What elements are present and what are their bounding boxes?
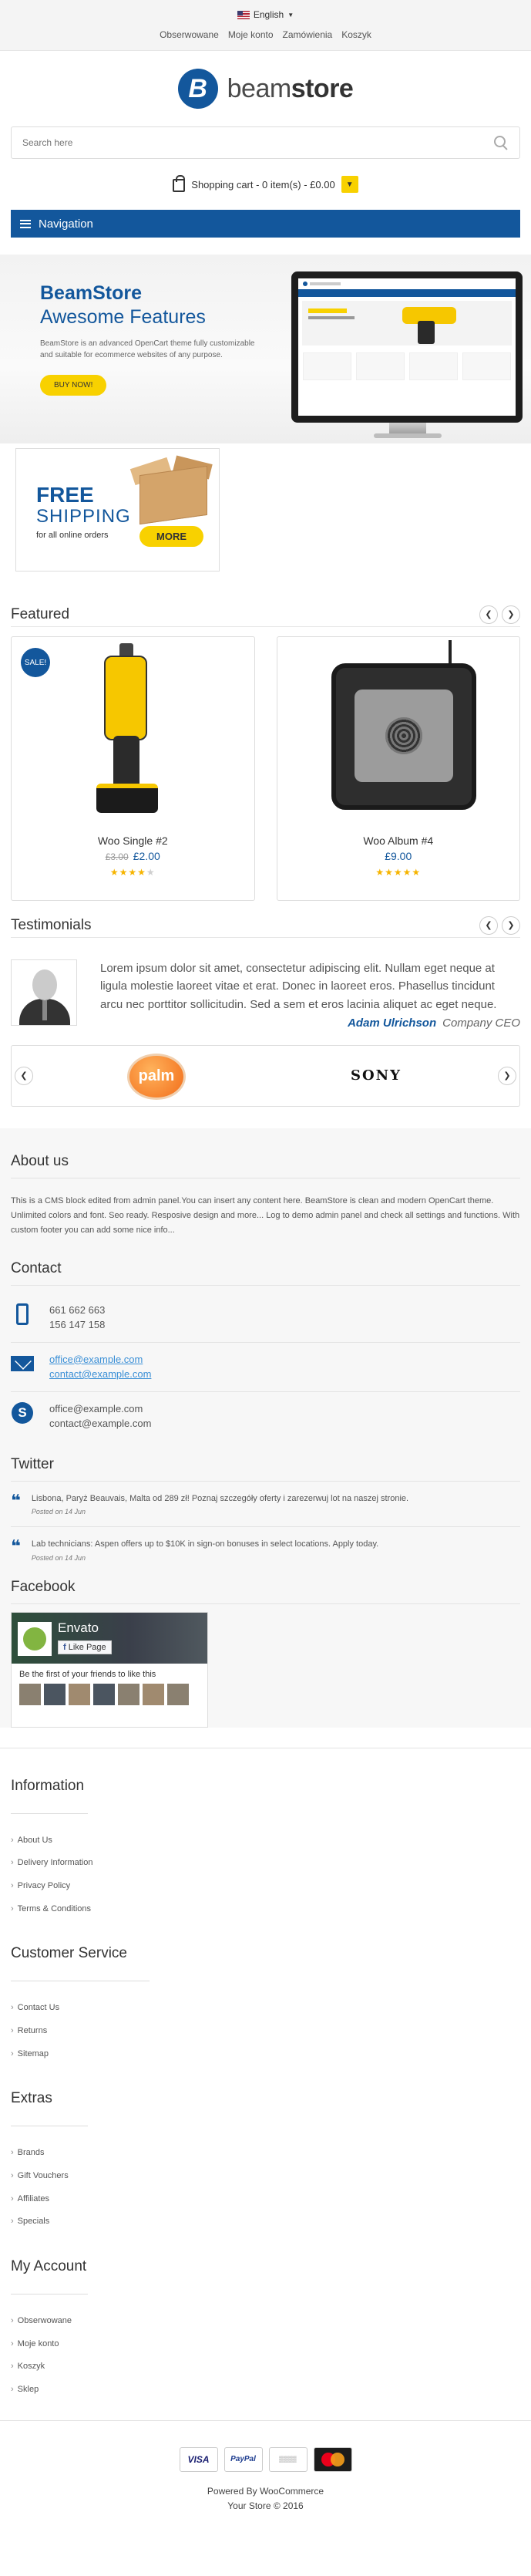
- screen-banner: [302, 301, 512, 346]
- friend-avatar[interactable]: [167, 1684, 189, 1705]
- monitor-screen: [298, 278, 516, 416]
- author-role: Company CEO: [442, 1016, 520, 1030]
- testimonials-header: [11, 913, 520, 938]
- language-label: English: [253, 9, 284, 20]
- facebook-title: Facebook: [11, 1573, 520, 1604]
- footer-link[interactable]: › Moje konto: [11, 2333, 520, 2356]
- star-icon: ★: [385, 867, 394, 878]
- shipping-free-text: FREE: [36, 483, 94, 507]
- next-arrow-icon[interactable]: ❯: [502, 605, 520, 624]
- sale-badge: SALE!: [21, 648, 50, 677]
- powered-by: Powered By WooCommerce: [207, 2485, 324, 2497]
- screen-product: [303, 352, 351, 380]
- screen-logo-dot: [303, 282, 308, 286]
- top-link-account[interactable]: Moje konto: [227, 29, 274, 40]
- information-group: [11, 1772, 520, 1921]
- cart-dropdown-icon[interactable]: ▼: [341, 176, 358, 193]
- featured-arrows: [479, 605, 520, 624]
- screen-drill-handle: [418, 321, 435, 344]
- tweet-body: [32, 1538, 378, 1562]
- logo[interactable]: [0, 51, 531, 126]
- us-flag-icon: [237, 11, 250, 19]
- footer-link[interactable]: › Sitemap: [11, 2043, 520, 2066]
- hero-copy: [40, 282, 279, 396]
- cart-summary[interactable]: [0, 159, 531, 210]
- phone-lines: [49, 1303, 105, 1333]
- hero-text: BeamStore is an advanced OpenCart theme fully customizable and suitable for ecommerce websites of any purpose.: [40, 339, 255, 359]
- testimonials-arrows: [479, 916, 520, 935]
- featured-header: [11, 602, 520, 627]
- phone-number: 661 662 663: [49, 1303, 106, 1316]
- my-account-group: [11, 2252, 520, 2402]
- footer-links: [0, 1748, 531, 2402]
- star-icon: ★: [375, 867, 385, 878]
- palm-logo[interactable]: palm: [127, 1054, 186, 1100]
- star-icon: ★: [402, 867, 412, 878]
- friend-avatar[interactable]: [19, 1684, 41, 1705]
- screen-product: [462, 352, 511, 380]
- my-account-title: My Account: [11, 2252, 88, 2294]
- product-name[interactable]: Woo Single #2: [97, 835, 168, 847]
- friend-avatar[interactable]: [93, 1684, 115, 1705]
- facebook-cover: [12, 1613, 207, 1664]
- star-icon: ★: [128, 867, 138, 878]
- buy-now-button[interactable]: BUY NOW!: [40, 375, 106, 396]
- logo-text-bold: store: [291, 73, 354, 103]
- rating-stars: [12, 867, 254, 878]
- payment-cards: [0, 2447, 531, 2472]
- caret-down-icon: ▼: [287, 11, 294, 19]
- facebook-icon: f: [63, 1642, 66, 1652]
- friend-avatar[interactable]: [143, 1684, 164, 1705]
- shopping-bag-icon: [173, 179, 185, 192]
- testimonial: [11, 959, 520, 1030]
- email-link[interactable]: contact@example.com: [49, 1368, 152, 1380]
- menu-icon: [20, 220, 31, 228]
- phone-icon-shape: [16, 1303, 29, 1325]
- free-shipping-banner[interactable]: [15, 448, 220, 572]
- like-page-label: Like Page: [68, 1642, 106, 1652]
- product-sale-price: £2.00: [133, 850, 160, 862]
- screen-product: [356, 352, 405, 380]
- product-name[interactable]: Woo Album #4: [363, 835, 434, 847]
- footer-link[interactable]: › About Us: [11, 1829, 520, 1853]
- skype-id: office@example.com: [49, 1402, 143, 1414]
- footer-credits: [0, 2484, 531, 2514]
- top-link-cart[interactable]: Koszyk: [341, 29, 371, 40]
- shipping-orders-text: for all online orders: [36, 531, 109, 540]
- contact-title: Contact: [11, 1254, 520, 1286]
- rating-stars: [277, 867, 520, 878]
- radio-face: [355, 690, 453, 782]
- screen-banner-title: [308, 309, 347, 313]
- product-card[interactable]: [277, 636, 521, 901]
- extras-group: [11, 2084, 520, 2234]
- drill-battery: [96, 784, 158, 813]
- tweet-text[interactable]: Lisbona, Paryż Beauvais, Malta od 289 zł! Poznaj szczegóły oferty i zarezerwuj lot na naszej stronie.: [31, 1493, 409, 1503]
- cardboard-box-icon: [139, 466, 207, 524]
- prev-arrow-icon[interactable]: ❮: [479, 916, 498, 935]
- radio-body: [331, 663, 476, 810]
- footer-link[interactable]: › Delivery Information: [11, 1852, 520, 1875]
- footer-link[interactable]: › Contact Us: [11, 1997, 520, 2020]
- navigation-bar[interactable]: [11, 210, 520, 238]
- monitor-image: [291, 271, 523, 423]
- avatar-head: [32, 969, 57, 1000]
- skype-icon: [11, 1401, 34, 1425]
- drill-product-image[interactable]: [12, 637, 254, 835]
- testimonials-title: Testimonials: [11, 916, 92, 933]
- footer-link[interactable]: › Privacy Policy: [11, 1875, 520, 1898]
- friend-avatar[interactable]: [69, 1684, 90, 1705]
- testimonial-text: Lorem ipsum dolor sit amet, consectetur adipiscing elit. Nullam eget neque at ligula molestie laoreet vitae et erat. Donec in laoreet eros. Phasellus tincidunt arcu nec porttitor sollicitudin. Sed a sem et eros lacinia aliquet ac eget neque.: [100, 962, 497, 1011]
- drill-grip: [113, 736, 139, 790]
- top-links: [0, 29, 531, 40]
- product-price: £9.00: [385, 850, 412, 862]
- star-empty-icon: ★: [146, 867, 156, 878]
- footer-link[interactable]: › Obserwowane: [11, 2310, 520, 2333]
- screen-products: [298, 349, 516, 383]
- screen-nav: [298, 289, 516, 297]
- envato-logo-icon: [18, 1622, 52, 1656]
- sony-logo[interactable]: SONY: [351, 1067, 402, 1084]
- more-button[interactable]: MORE: [139, 526, 203, 547]
- search-input[interactable]: [22, 137, 493, 148]
- email-link[interactable]: office@example.com: [49, 1353, 143, 1365]
- next-arrow-icon[interactable]: ❯: [498, 1067, 516, 1085]
- screen-product: [409, 352, 458, 380]
- footer-link[interactable]: › Terms & Conditions: [11, 1898, 520, 1921]
- mastercard-icon: [314, 2447, 352, 2472]
- prev-arrow-icon[interactable]: ❮: [479, 605, 498, 624]
- hero-subtitle: Awesome Features: [40, 306, 206, 328]
- author-name: Adam Ulrichson: [348, 1016, 437, 1030]
- hero-title: BeamStore: [40, 282, 142, 304]
- radio-product-image[interactable]: [277, 637, 520, 835]
- product-card[interactable]: [11, 636, 255, 901]
- language-selector[interactable]: [237, 9, 294, 20]
- testimonial-author: [100, 1017, 520, 1030]
- star-icon: ★: [137, 867, 146, 878]
- footer-link[interactable]: › Returns: [11, 2020, 520, 2043]
- phone-number: 156 147 158: [49, 1319, 106, 1330]
- product-price: [12, 850, 254, 862]
- star-icon: ★: [412, 867, 422, 878]
- envelope-icon-shape: [11, 1356, 34, 1371]
- screen-bar: [310, 282, 341, 285]
- contact-email: [11, 1343, 520, 1392]
- footer-link[interactable]: › Sklep: [11, 2379, 520, 2402]
- logo-text-light: beam: [227, 73, 291, 103]
- tweet-date: Posted on 14 Jun: [31, 1553, 86, 1562]
- navigation-label: Navigation: [39, 217, 93, 231]
- facebook-widget: [11, 1612, 208, 1728]
- top-link-wishlist[interactable]: Obserwowane: [160, 29, 219, 40]
- facebook-friend-avatars: [19, 1684, 207, 1705]
- logo-mark-icon: B: [178, 69, 218, 109]
- envelope-icon: [11, 1352, 34, 1375]
- prev-arrow-icon[interactable]: ❮: [15, 1067, 33, 1085]
- screen-banner-text: [308, 316, 355, 319]
- avatar: [11, 959, 77, 1026]
- facebook-page-name[interactable]: Envato: [58, 1620, 99, 1635]
- star-icon: ★: [119, 867, 129, 878]
- footer-link[interactable]: › Koszyk: [11, 2355, 520, 2379]
- card-icon: ▒▒▒▒: [269, 2447, 308, 2472]
- like-page-button[interactable]: [58, 1640, 112, 1654]
- tweet-body: [32, 1492, 408, 1516]
- avatar-tie: [42, 1000, 47, 1020]
- hero-banner: [0, 255, 531, 443]
- star-icon: ★: [109, 867, 119, 878]
- testimonial-content: [100, 959, 520, 1030]
- mastercard-circles: [321, 2453, 344, 2466]
- contact-list: [11, 1293, 520, 1441]
- featured-products: [11, 636, 520, 901]
- featured-title: Featured: [11, 605, 70, 622]
- logo-text: [227, 74, 354, 104]
- copyright: Your Store © 2016: [227, 2500, 304, 2511]
- contact-phone: [11, 1293, 520, 1343]
- paypal-icon: PayPal: [224, 2447, 263, 2472]
- brands-carousel: [11, 1045, 520, 1107]
- payment-footer: [0, 2420, 531, 2576]
- search-bar: [11, 126, 520, 159]
- tweet: [11, 1482, 520, 1528]
- phone-icon: [11, 1303, 34, 1326]
- about-text: This is a CMS block edited from admin panel.You can insert any content here. BeamStore is clean and modern OpenCart theme. Unlimited colors and font. Seo ready. Resposive design and more... Log to demo admin panel and check all settings and functions. With custom footer you can add some nice info...: [11, 1195, 520, 1236]
- customer-service-group: [11, 1939, 520, 2065]
- product-old-price: £3.00: [105, 851, 129, 862]
- footer-top: [0, 1128, 531, 1728]
- footer-link[interactable]: › Affiliates: [11, 2188, 520, 2211]
- footer-link[interactable]: › Gift Vouchers: [11, 2165, 520, 2188]
- contact-skype: [11, 1392, 520, 1441]
- twitter-title: Twitter: [11, 1450, 520, 1482]
- facebook-friends-text: Be the first of your friends to like this: [19, 1669, 156, 1679]
- shipping-text: SHIPPING: [36, 506, 131, 527]
- visa-icon: VISA: [180, 2447, 218, 2472]
- cart-label: Shopping cart - 0 item(s) - £0.00: [191, 178, 335, 191]
- skype-lines: [49, 1401, 151, 1431]
- information-title: Information: [11, 1772, 88, 1814]
- monitor-stand-base: [374, 433, 442, 438]
- friend-avatar[interactable]: [44, 1684, 66, 1705]
- friend-avatar[interactable]: [118, 1684, 139, 1705]
- search-icon[interactable]: [493, 135, 509, 150]
- skype-id: contact@example.com: [49, 1418, 152, 1429]
- tweet-date: Posted on 14 Jun: [31, 1508, 86, 1516]
- drill-body: [104, 656, 147, 740]
- tweet: [11, 1527, 520, 1573]
- star-icon: ★: [393, 867, 403, 878]
- customer-service-title: Customer Service: [11, 1939, 150, 1981]
- email-lines: [49, 1352, 151, 1382]
- skype-icon-shape: S: [12, 1402, 33, 1424]
- next-arrow-icon[interactable]: ❯: [502, 916, 520, 935]
- screen-header: [298, 278, 516, 289]
- quote-icon: ❝: [11, 1536, 21, 1556]
- extras-title: Extras: [11, 2084, 88, 2126]
- footer-link[interactable]: › Brands: [11, 2142, 520, 2165]
- radio-speaker: [385, 717, 422, 754]
- about-title: About us: [11, 1147, 520, 1178]
- tweet-text[interactable]: Lab technicians: Aspen offers up to $10K in sign-on bonuses in select locations. Apply today.: [31, 1539, 379, 1549]
- footer-link[interactable]: › Specials: [11, 2210, 520, 2234]
- quote-icon: ❝: [11, 1490, 21, 1510]
- top-bar: [0, 0, 531, 51]
- top-link-orders[interactable]: Zamówienia: [282, 29, 333, 40]
- envato-leaf: [23, 1627, 46, 1650]
